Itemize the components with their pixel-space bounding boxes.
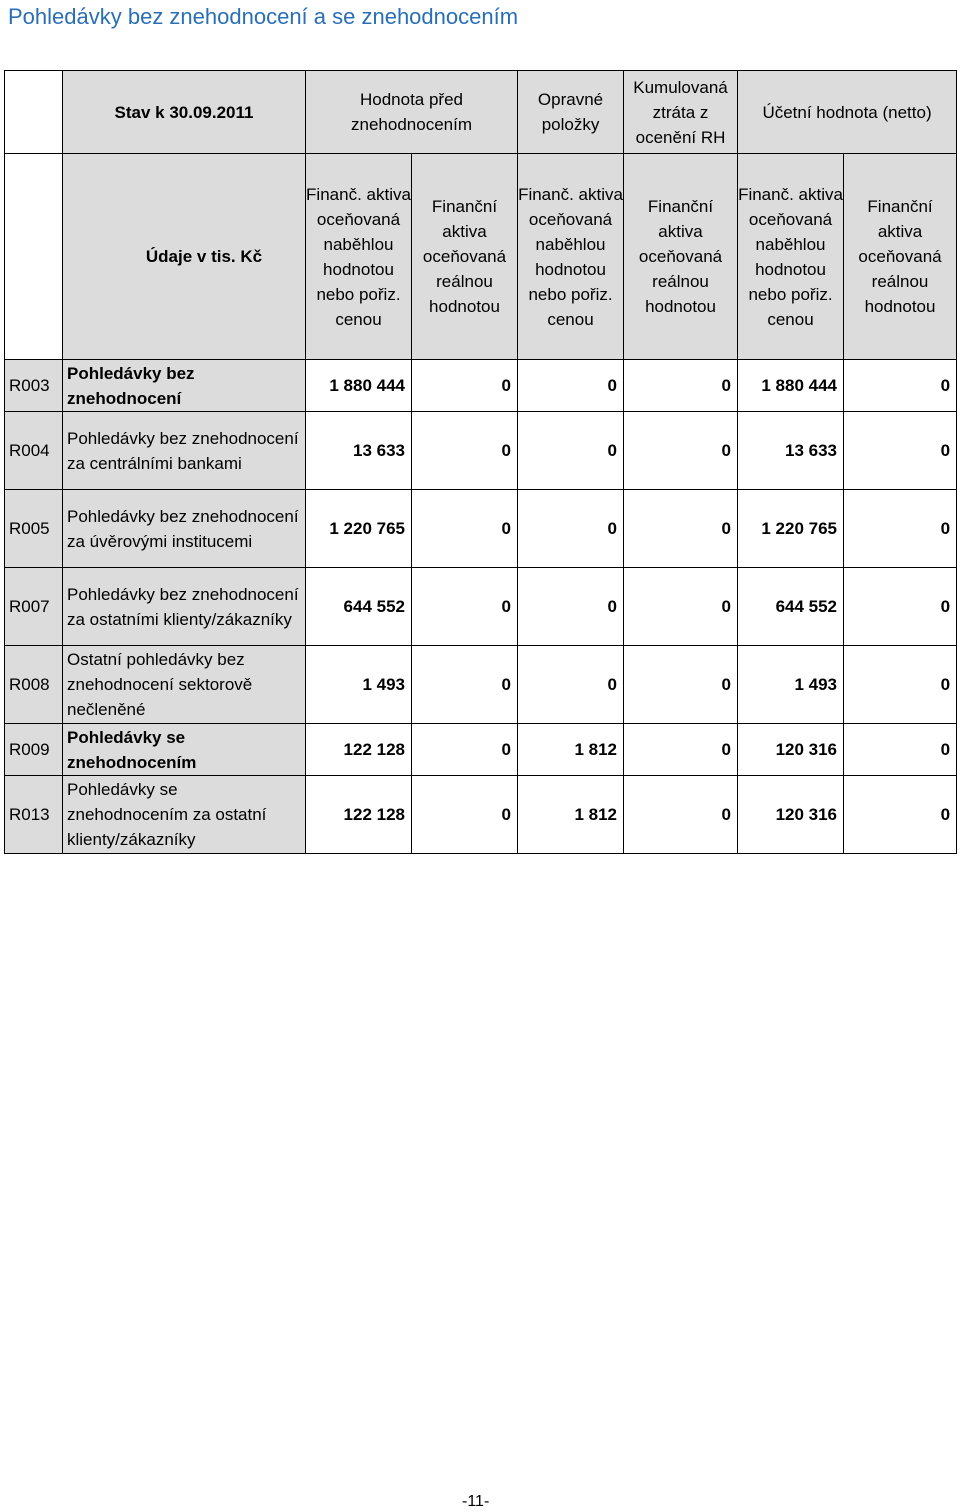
row-label: Pohledávky se znehodnocením xyxy=(63,724,306,776)
row-value: 0 xyxy=(844,776,957,854)
group-header-provisions: Opravné položky xyxy=(518,71,624,154)
row-code: R005 xyxy=(5,490,63,568)
row-value: 1 493 xyxy=(738,646,844,724)
row-value: 0 xyxy=(624,724,738,776)
row-value: 1 880 444 xyxy=(306,360,412,412)
row-value: 0 xyxy=(844,646,957,724)
row-label: Pohledávky se znehodnocením za ostatní klienty/zákazníky xyxy=(63,776,306,854)
group-header-net: Účetní hodnota (netto) xyxy=(738,71,957,154)
row-value: 1 220 765 xyxy=(738,490,844,568)
units-label: Údaje v tis. Kč xyxy=(63,154,306,360)
corner-stub xyxy=(5,71,63,154)
row-value: 0 xyxy=(844,568,957,646)
row-value: 0 xyxy=(518,490,624,568)
row-value: 122 128 xyxy=(306,724,412,776)
row-code: R004 xyxy=(5,412,63,490)
row-code: R007 xyxy=(5,568,63,646)
row-value: 13 633 xyxy=(306,412,412,490)
row-value: 1 880 444 xyxy=(738,360,844,412)
table-row xyxy=(5,360,957,412)
row-value: 0 xyxy=(412,360,518,412)
subheader-provisions-cost: Finanč. aktiva oceňovaná naběhlou hodnotou nebo pořiz. cenou xyxy=(518,154,624,360)
row-label: Ostatní pohledávky bez znehodnocení sektorově nečleněné xyxy=(63,646,306,724)
row-value: 0 xyxy=(844,412,957,490)
group-header-cumulative-loss: Kumulovaná ztráta z ocenění RH xyxy=(624,71,738,154)
row-value: 0 xyxy=(412,568,518,646)
row-code: R013 xyxy=(5,776,63,854)
subheader-loss-fair: Finanční aktiva oceňovaná reálnou hodnotou xyxy=(624,154,738,360)
page-title: Pohledávky bez znehodnocení a se znehodnocením xyxy=(8,4,519,29)
row-value: 0 xyxy=(412,646,518,724)
row-value: 122 128 xyxy=(306,776,412,854)
row-value: 1 493 xyxy=(306,646,412,724)
row-code: R008 xyxy=(5,646,63,724)
row-value: 120 316 xyxy=(738,776,844,854)
table-row xyxy=(5,724,957,776)
page-number: -11- xyxy=(462,1493,490,1510)
row-label: Pohledávky bez znehodnocení xyxy=(63,360,306,412)
row-value: 0 xyxy=(518,412,624,490)
row-value: 0 xyxy=(844,360,957,412)
table-row xyxy=(5,490,957,568)
as-of-date: Stav k 30.09.2011 xyxy=(63,71,306,154)
table-row xyxy=(5,646,957,724)
subheader-net-cost: Finanč. aktiva oceňovaná naběhlou hodnotou nebo pořiz. cenou xyxy=(738,154,844,360)
corner-stub-lower xyxy=(5,154,63,360)
row-value: 0 xyxy=(624,776,738,854)
row-value: 1 812 xyxy=(518,776,624,854)
receivables-table xyxy=(4,70,957,854)
row-label: Pohledávky bez znehodnocení za centrálními bankami xyxy=(63,412,306,490)
subheader-gross-cost: Finanč. aktiva oceňovaná naběhlou hodnotou nebo pořiz. cenou xyxy=(306,154,412,360)
row-value: 0 xyxy=(624,412,738,490)
row-value: 644 552 xyxy=(738,568,844,646)
row-value: 0 xyxy=(518,568,624,646)
row-value: 0 xyxy=(412,724,518,776)
table-row xyxy=(5,412,957,490)
row-value: 0 xyxy=(412,776,518,854)
row-label: Pohledávky bez znehodnocení za úvěrovými institucemi xyxy=(63,490,306,568)
table-row xyxy=(5,776,957,854)
subheader-net-fair: Finanční aktiva oceňovaná reálnou hodnotou xyxy=(844,154,957,360)
row-value: 1 812 xyxy=(518,724,624,776)
row-value: 0 xyxy=(518,360,624,412)
subheader-gross-fair: Finanční aktiva oceňovaná reálnou hodnotou xyxy=(412,154,518,360)
row-value: 0 xyxy=(624,490,738,568)
row-value: 644 552 xyxy=(306,568,412,646)
row-value: 0 xyxy=(844,724,957,776)
row-code: R003 xyxy=(5,360,63,412)
row-value: 0 xyxy=(844,490,957,568)
row-value: 13 633 xyxy=(738,412,844,490)
row-label: Pohledávky bez znehodnocení za ostatními klienty/zákazníky xyxy=(63,568,306,646)
row-value: 0 xyxy=(624,568,738,646)
row-value: 0 xyxy=(412,412,518,490)
row-code: R009 xyxy=(5,724,63,776)
row-value: 120 316 xyxy=(738,724,844,776)
row-value: 0 xyxy=(624,360,738,412)
group-header-gross: Hodnota před znehodnocením xyxy=(306,71,518,154)
row-value: 0 xyxy=(412,490,518,568)
table-row xyxy=(5,568,957,646)
row-value: 0 xyxy=(518,646,624,724)
row-value: 1 220 765 xyxy=(306,490,412,568)
row-value: 0 xyxy=(624,646,738,724)
